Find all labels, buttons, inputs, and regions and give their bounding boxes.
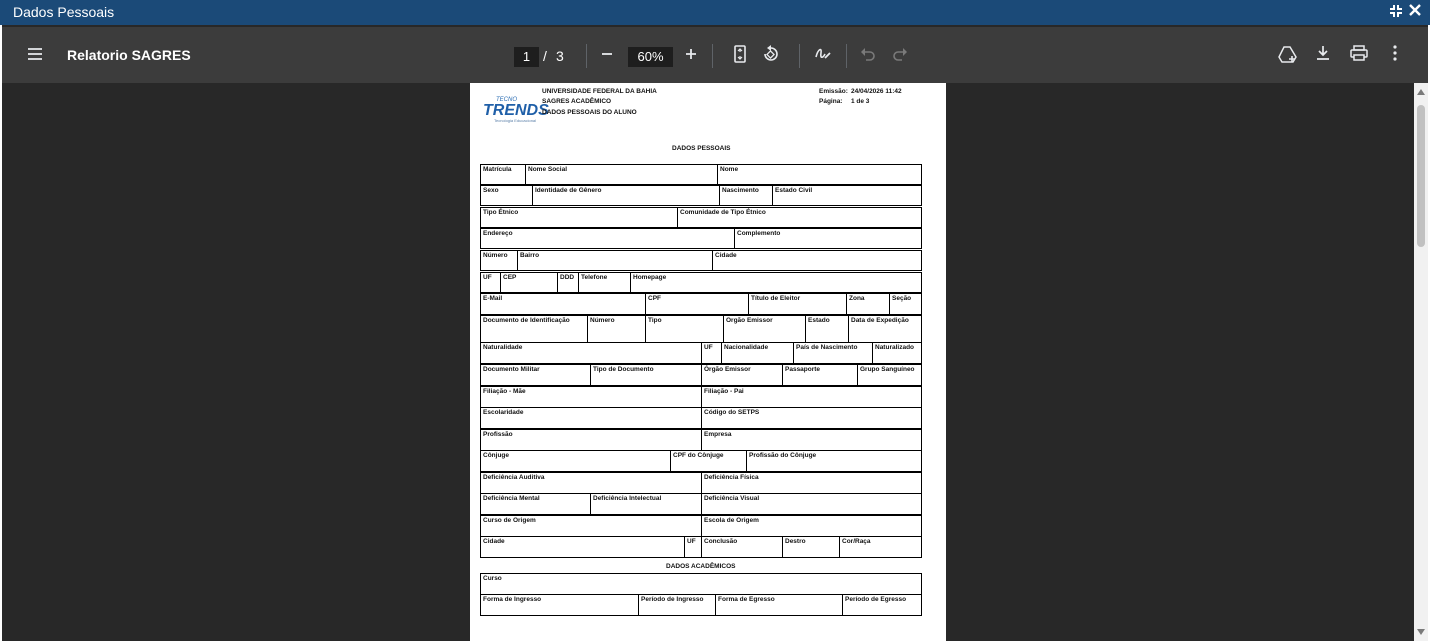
zoom-in-icon[interactable] bbox=[680, 45, 702, 67]
undo-icon[interactable] bbox=[857, 45, 879, 67]
field-doc-tipo: Tipo bbox=[645, 315, 724, 343]
window-title: Dados Pessoais bbox=[13, 4, 115, 20]
field-nome: Nome bbox=[717, 164, 922, 185]
emission-label: Emissão: bbox=[819, 88, 848, 95]
toolbar-divider bbox=[712, 44, 713, 68]
field-curso-origem: Curso de Origem bbox=[480, 515, 702, 537]
field-forma-ingresso: Forma de Ingresso bbox=[480, 594, 639, 616]
field-escolaridade: Escolaridade bbox=[480, 407, 702, 429]
annotate-icon[interactable] bbox=[812, 45, 834, 67]
field-passaporte: Passaporte bbox=[782, 364, 858, 386]
field-naturalizado: Naturalizado bbox=[872, 342, 922, 364]
toolbar-divider bbox=[799, 44, 800, 68]
field-orgao-emissor: Orgão Emissor bbox=[723, 315, 806, 343]
save-to-drive-icon[interactable] bbox=[1277, 45, 1299, 67]
pdf-page bbox=[470, 83, 946, 643]
current-page-input[interactable]: 1 bbox=[514, 47, 539, 67]
svg-text:Tecnologia Educacional: Tecnologia Educacional bbox=[494, 118, 537, 123]
field-data-expedicao: Data de Expedição bbox=[848, 315, 922, 343]
scrollbar-thumb[interactable] bbox=[1417, 105, 1425, 247]
field-cep: CEP bbox=[500, 272, 558, 293]
field-filiacao-mae: Filiação - Mãe bbox=[480, 386, 702, 408]
field-nascimento: Nascimento bbox=[719, 185, 773, 206]
pdf-viewer bbox=[2, 25, 1428, 641]
print-icon[interactable] bbox=[1348, 45, 1370, 67]
field-titulo-eleitor: Título de Eleitor bbox=[748, 293, 847, 315]
total-pages: 3 bbox=[556, 48, 564, 64]
close-icon[interactable] bbox=[1407, 4, 1423, 20]
field-numero: Número bbox=[480, 250, 518, 271]
svg-text:TECNO: TECNO bbox=[496, 97, 517, 103]
field-estado: Estado bbox=[805, 315, 849, 343]
field-email: E-Mail bbox=[480, 293, 646, 315]
field-telefone: Telefone bbox=[578, 272, 631, 293]
document-title: Relatorio SAGRES bbox=[67, 47, 191, 63]
toolbar-divider bbox=[846, 44, 847, 68]
zoom-out-icon[interactable] bbox=[596, 45, 618, 67]
menu-icon[interactable] bbox=[24, 45, 46, 67]
field-uf-origem: UF bbox=[684, 536, 702, 558]
zoom-level-input[interactable]: 60% bbox=[628, 47, 673, 67]
vertical-scrollbar[interactable] bbox=[1414, 83, 1428, 641]
section-title-academic: DADOS ACADÊMICOS bbox=[666, 563, 736, 570]
header-university: UNIVERSIDADE FEDERAL DA BAHIA bbox=[542, 88, 657, 95]
field-conjuge: Cônjuge bbox=[480, 450, 671, 472]
field-cidade-origem: Cidade bbox=[480, 536, 685, 558]
field-tipo-documento: Tipo de Documento bbox=[590, 364, 702, 386]
field-def-mental: Deficiência Mental bbox=[480, 493, 591, 515]
field-bairro: Bairro bbox=[517, 250, 713, 271]
field-uf: UF bbox=[480, 272, 501, 293]
field-identidade-genero: Identidade de Gênero bbox=[532, 185, 720, 206]
window-titlebar bbox=[0, 0, 1430, 25]
field-periodo-ingresso: Período de Ingresso bbox=[638, 594, 716, 616]
field-curso: Curso bbox=[480, 573, 922, 595]
field-nat-uf: UF bbox=[701, 342, 722, 364]
field-cpf: CPF bbox=[645, 293, 749, 315]
field-pais-nascimento: País de Nascimento bbox=[793, 342, 873, 364]
header-system: SAGRES ACADÊMICO bbox=[542, 98, 612, 105]
field-forma-egresso: Forma de Egresso bbox=[715, 594, 843, 616]
scroll-down-icon[interactable] bbox=[1417, 629, 1425, 635]
field-endereco: Endereço bbox=[480, 228, 735, 249]
more-options-icon[interactable] bbox=[1384, 45, 1406, 67]
field-tipo-etnico: Tipo Étnico bbox=[480, 207, 678, 228]
field-cpf-conjuge: CPF do Cônjuge bbox=[670, 450, 747, 472]
field-orgao-emissor-militar: Órgão Emissor bbox=[701, 364, 783, 386]
field-secao: Seção bbox=[889, 293, 922, 315]
section-title-personal: DADOS PESSOAIS bbox=[672, 145, 731, 152]
field-conclusao: Conclusão bbox=[701, 536, 783, 558]
field-doc-militar: Documento Militar bbox=[480, 364, 591, 386]
field-profissao-conjuge: Profissão do Cônjuge bbox=[746, 450, 922, 472]
document-area[interactable] bbox=[2, 83, 1428, 641]
field-estado-civil: Estado Civil bbox=[772, 185, 922, 206]
field-nome-social: Nome Social bbox=[525, 164, 718, 185]
rotate-icon[interactable] bbox=[760, 45, 782, 67]
fit-page-icon[interactable] bbox=[729, 45, 751, 67]
field-def-auditiva: Deficiência Auditiva bbox=[480, 472, 702, 494]
collapse-arrows-icon[interactable] bbox=[1388, 4, 1404, 20]
field-codigo-setps: Código do SETPS bbox=[701, 407, 922, 429]
field-zona: Zona bbox=[846, 293, 890, 315]
field-homepage: Homepage bbox=[630, 272, 922, 293]
page-value: 1 de 3 bbox=[851, 98, 870, 105]
field-periodo-egresso: Período de Egresso bbox=[842, 594, 922, 616]
field-def-intelectual: Deficiência Intelectual bbox=[590, 493, 702, 515]
page-separator: / bbox=[543, 48, 547, 64]
field-destro: Destro bbox=[782, 536, 840, 558]
tecnotrends-logo bbox=[482, 95, 549, 123]
toolbar-divider bbox=[586, 44, 587, 68]
pdf-toolbar bbox=[2, 27, 1428, 83]
field-empresa: Empresa bbox=[701, 429, 922, 451]
field-ddd: DDD bbox=[557, 272, 579, 293]
emission-value: 24/04/2026 11:42 bbox=[851, 88, 902, 95]
field-def-fisica: Deficiência Física bbox=[701, 472, 922, 494]
field-matricula: Matrícula bbox=[480, 164, 526, 185]
page-label: Página: bbox=[819, 98, 843, 105]
field-doc-identificacao: Documento de Identificação bbox=[480, 315, 588, 343]
field-profissao: Profissão bbox=[480, 429, 702, 451]
field-comunidade-tipo-etnico: Comunidade de Tipo Étnico bbox=[677, 207, 922, 228]
field-def-visual: Deficiência Visual bbox=[701, 493, 922, 515]
field-sexo: Sexo bbox=[480, 185, 533, 206]
scroll-up-icon[interactable] bbox=[1417, 89, 1425, 95]
field-grupo-sanguineo: Grupo Sanguíneo bbox=[857, 364, 922, 386]
header-report: DADOS PESSOAIS DO ALUNO bbox=[542, 109, 637, 116]
download-icon[interactable] bbox=[1312, 45, 1334, 67]
field-escola-origem: Escola de Origem bbox=[701, 515, 922, 537]
field-naturalidade: Naturalidade bbox=[480, 342, 702, 364]
field-doc-numero: Número bbox=[587, 315, 646, 343]
field-filiacao-pai: Filiação - Pai bbox=[701, 386, 922, 408]
field-nacionalidade: Nacionalidade bbox=[721, 342, 794, 364]
field-cor-raca: Cor/Raça bbox=[839, 536, 922, 558]
field-cidade: Cidade bbox=[712, 250, 922, 271]
svg-text:TRENDS: TRENDS bbox=[483, 102, 549, 119]
field-complemento: Complemento bbox=[734, 228, 922, 249]
redo-icon[interactable] bbox=[889, 45, 911, 67]
